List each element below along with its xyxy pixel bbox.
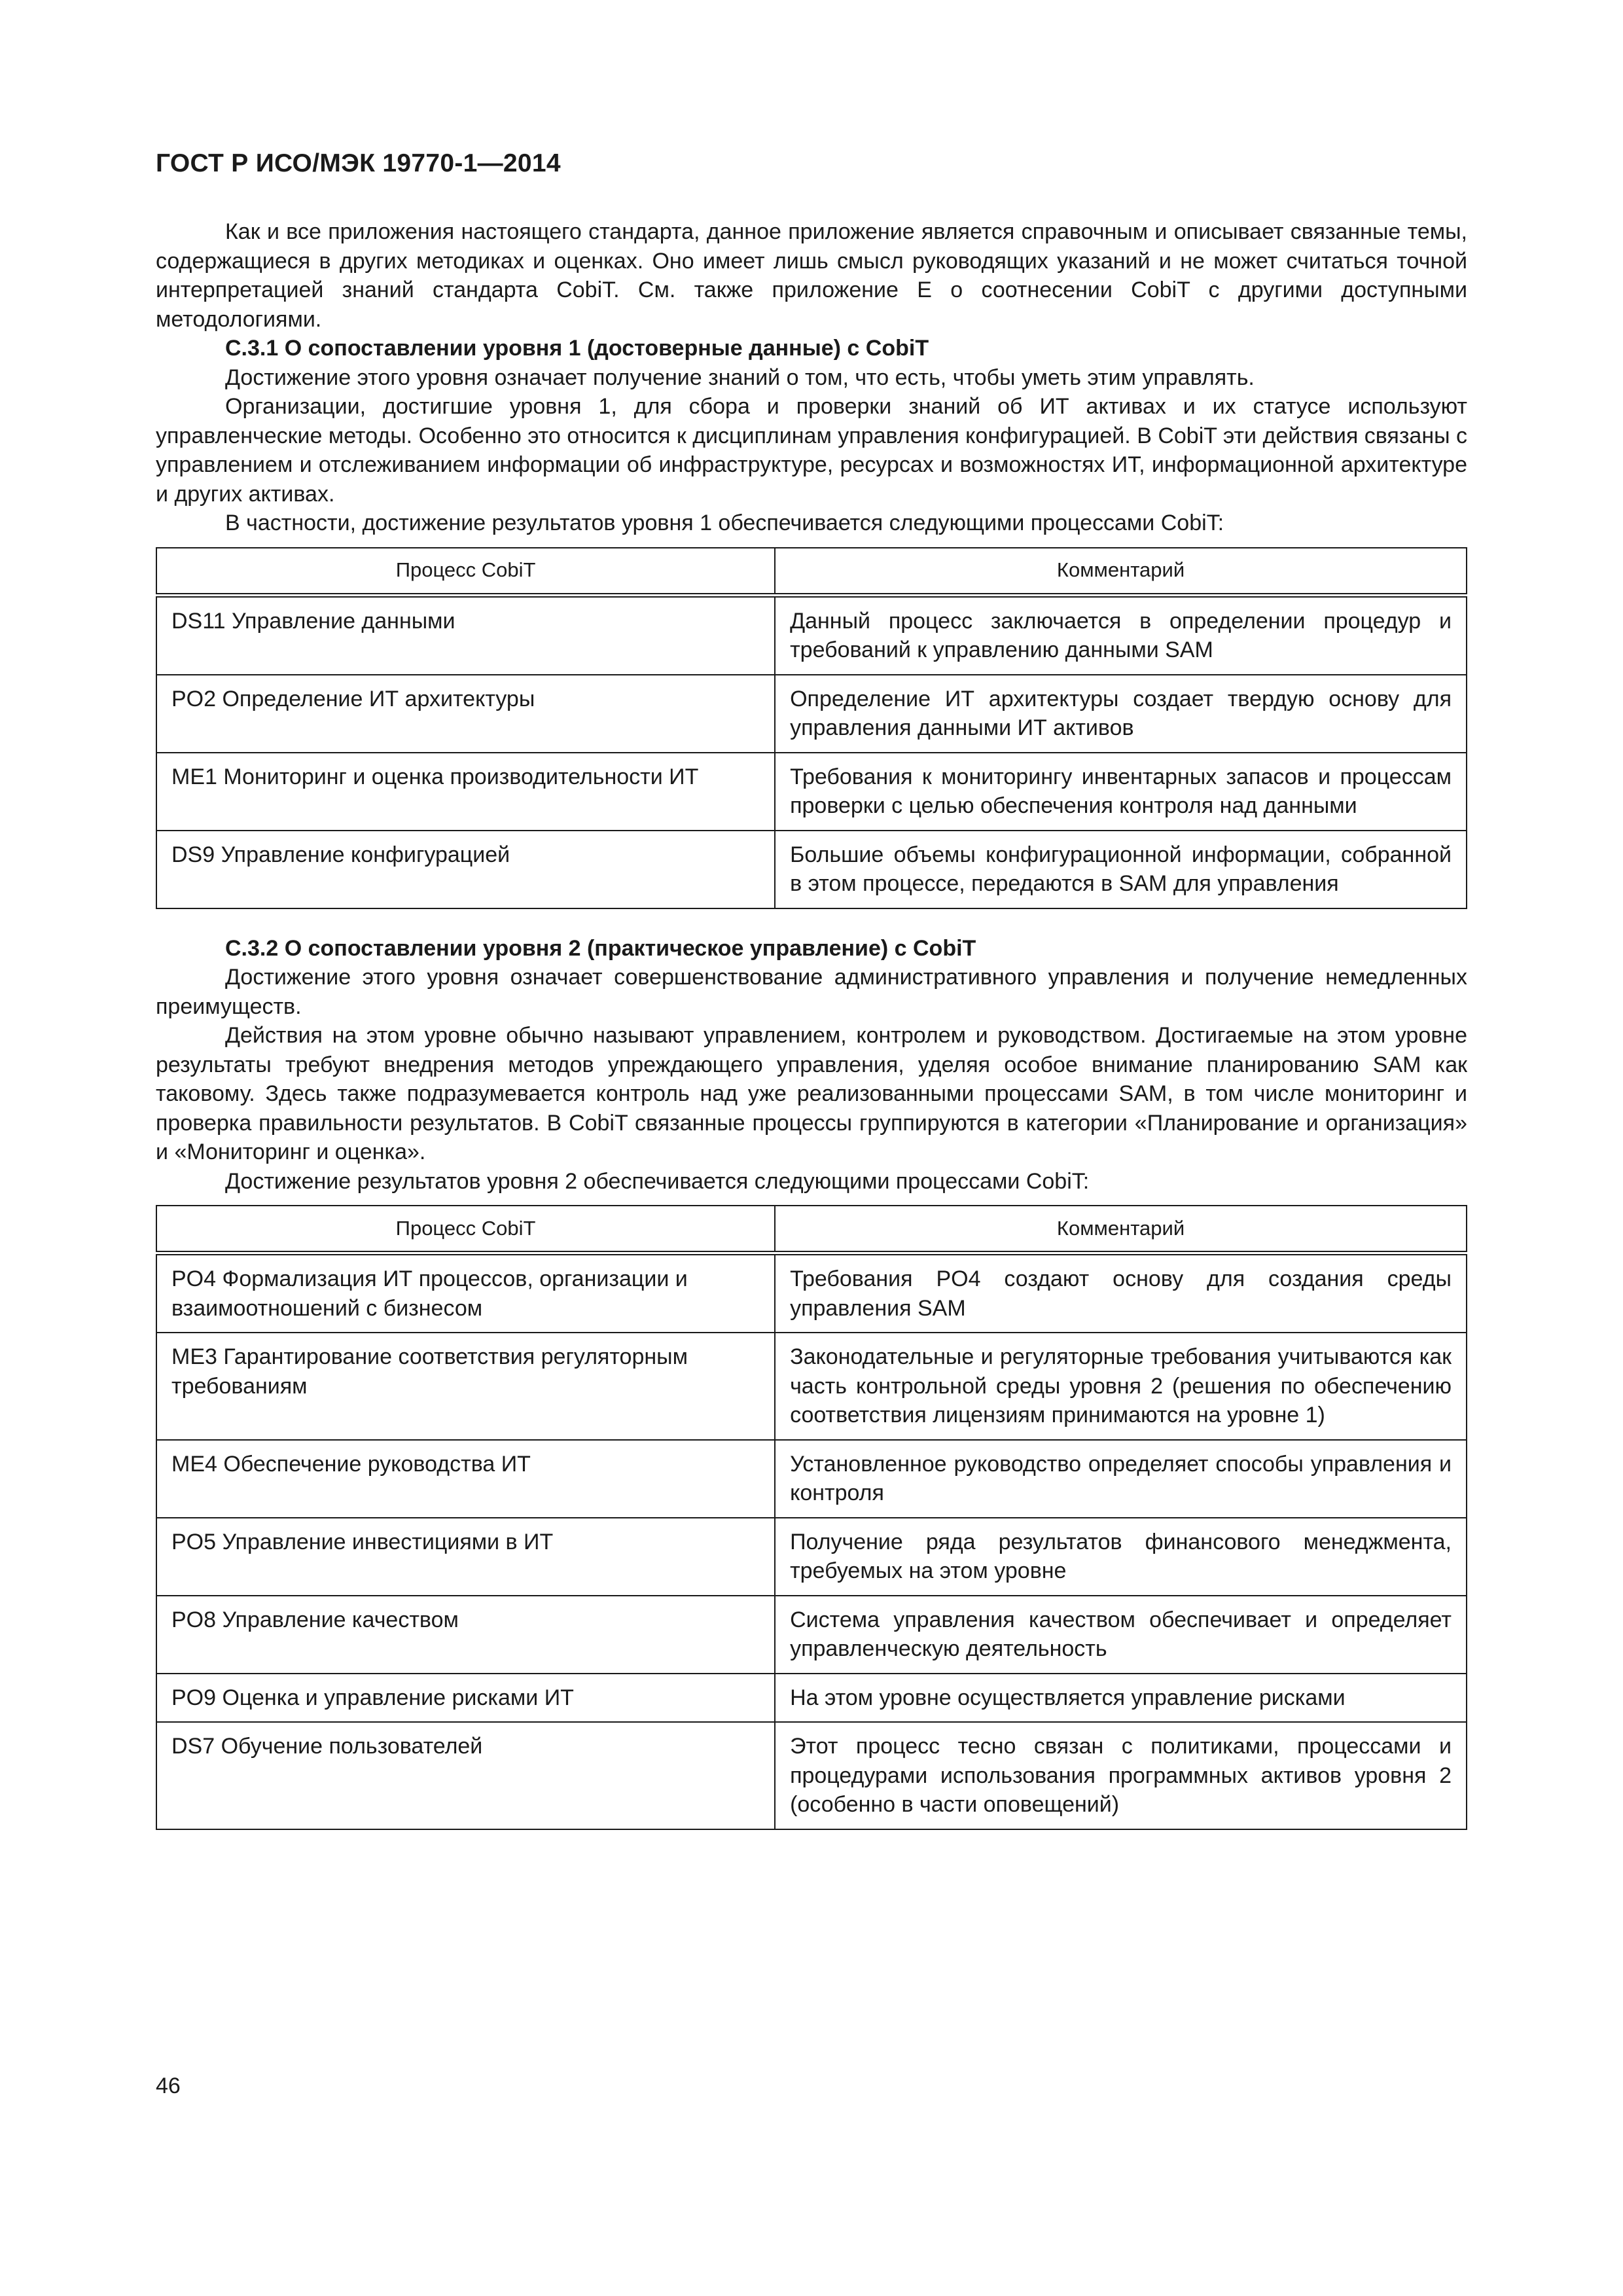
process-cell: DS11 Управление данными xyxy=(156,595,775,675)
process-cell: PO4 Формализация ИТ процессов, организации и взаимоотношений с бизнесом xyxy=(156,1253,775,1333)
table-row xyxy=(156,1440,1467,1518)
section-1-heading: С.3.1 О сопоставлении уровня 1 (достоверные данные) с CobiT xyxy=(225,336,929,361)
comment-cell: Получение ряда результатов финансового менеджмента, требуемых на этом уровне xyxy=(775,1518,1467,1596)
level-2-process-table xyxy=(156,1205,1467,1830)
process-cell: PO8 Управление качеством xyxy=(156,1596,775,1674)
table-row xyxy=(156,753,1467,831)
page-content xyxy=(156,148,1467,1830)
section-2-paragraph-2: Действия на этом уровне обычно называют управлением, контролем и руководством. Достигаемые на этом уровне результаты требуют внедрения методов упреждающего управления, уделяя особое внимание планированию SAM как таковому. Здесь также подразумевается контроль над уже реализованными процессами SAM, в том числе мониторинг и проверка правильности результатов. В CobiT связанные процессы группируются в категории «Планирование и организация» и «Мониторинг и оценка». xyxy=(156,1023,1467,1164)
section-2-paragraph-1: Достижение этого уровня означает совершенствование административного управления и получение немедленных преимуществ. xyxy=(156,965,1467,1019)
process-cell: DS9 Управление конфигурацией xyxy=(156,831,775,908)
process-cell: PO9 Оценка и управление рисками ИТ xyxy=(156,1674,775,1723)
column-header-comment: Комментарий xyxy=(775,548,1467,596)
comment-cell: Требования к мониторингу инвентарных запасов и процессам проверки с целью обеспечения контроля над данными xyxy=(775,753,1467,831)
table-row xyxy=(156,675,1467,753)
table-header-row xyxy=(156,1206,1467,1253)
intro-paragraph: Как и все приложения настоящего стандарта, данное приложение является справочным и описывает связанные темы, содержащиеся в других методиках и оценках. Оно имеет лишь смысл руководящих указаний и не может считаться точной интерпретацией знаний стандарта CobiT. См. также приложение Е о соотнесении CobiT с другими доступными методологиями. xyxy=(156,219,1468,332)
section-2-paragraph-3: Достижение результатов уровня 2 обеспечивается следующими процессами CobiT: xyxy=(225,1168,1090,1194)
section-1-paragraph-3: В частности, достижение результатов уровня 1 обеспечивается следующими процессами CobiT: xyxy=(225,511,1224,535)
section-1-paragraph-2: Организации, достигшие уровня 1, для сбора и проверки знаний об ИТ активах и их статусе используют управленческие методы. Особенно это относится к дисциплинам управления конфигурацией. В CobiT эти действия связаны с управлением и отслеживанием информации об инфраструктуре, ресурсах и возможностях ИТ, информационной архитектуре и других активах. xyxy=(156,394,1467,507)
process-cell: PO2 Определение ИТ архитектуры xyxy=(156,675,775,753)
process-cell: PO5 Управление инвестициями в ИТ xyxy=(156,1518,775,1596)
column-header-process: Процесс CobiT xyxy=(156,548,775,596)
section-1-paragraph-1: Достижение этого уровня означает получение знаний о том, что есть, чтобы уметь этим управлять. xyxy=(225,365,1255,390)
table-header-row xyxy=(156,548,1467,596)
table-row xyxy=(156,595,1467,675)
table-row xyxy=(156,1518,1467,1596)
table-row xyxy=(156,831,1467,908)
section-2-heading: С.3.2 О сопоставлении уровня 2 (практическое управление) с CobiT xyxy=(225,935,976,961)
table-row xyxy=(156,1722,1467,1829)
table-row xyxy=(156,1333,1467,1440)
comment-cell: На этом уровне осуществляется управление рисками xyxy=(775,1674,1467,1723)
column-header-comment: Комментарий xyxy=(775,1206,1467,1253)
comment-cell: Большие объемы конфигурационной информации, собранной в этом процессе, передаются в SAM для управления xyxy=(775,831,1467,908)
table-row xyxy=(156,1674,1467,1723)
table-row xyxy=(156,1253,1467,1333)
comment-cell: Система управления качеством обеспечивает и определяет управленческую деятельность xyxy=(775,1596,1467,1674)
table-row xyxy=(156,1596,1467,1674)
comment-cell: Законодательные и регуляторные требования учитываются как часть контрольной среды уровня 2 (решения по обеспечению соответствия лицензиям принимаются на уровне 1) xyxy=(775,1333,1467,1440)
comment-cell: Требования PO4 создают основу для создания среды управления SAM xyxy=(775,1253,1467,1333)
comment-cell: Данный процесс заключается в определении процедур и требований к управлению данными SAM xyxy=(775,595,1467,675)
process-cell: DS7 Обучение пользователей xyxy=(156,1722,775,1829)
level-1-process-table xyxy=(156,547,1467,909)
comment-cell: Определение ИТ архитектуры создает твердую основу для управления данными ИТ активов xyxy=(775,675,1467,753)
process-cell: ME1 Мониторинг и оценка производительности ИТ xyxy=(156,753,775,831)
comment-cell: Установленное руководство определяет способы управления и контроля xyxy=(775,1440,1467,1518)
comment-cell: Этот процесс тесно связан с политиками, процессами и процедурами использования программных активов уровня 2 (особенно в части оповещений) xyxy=(775,1722,1467,1829)
page-number: 46 xyxy=(156,2073,181,2098)
document-header: ГОСТ Р ИСО/МЭК 19770-1—2014 xyxy=(156,149,561,177)
process-cell: ME4 Обеспечение руководства ИТ xyxy=(156,1440,775,1518)
column-header-process: Процесс CobiT xyxy=(156,1206,775,1253)
process-cell: ME3 Гарантирование соответствия регуляторным требованиям xyxy=(156,1333,775,1440)
